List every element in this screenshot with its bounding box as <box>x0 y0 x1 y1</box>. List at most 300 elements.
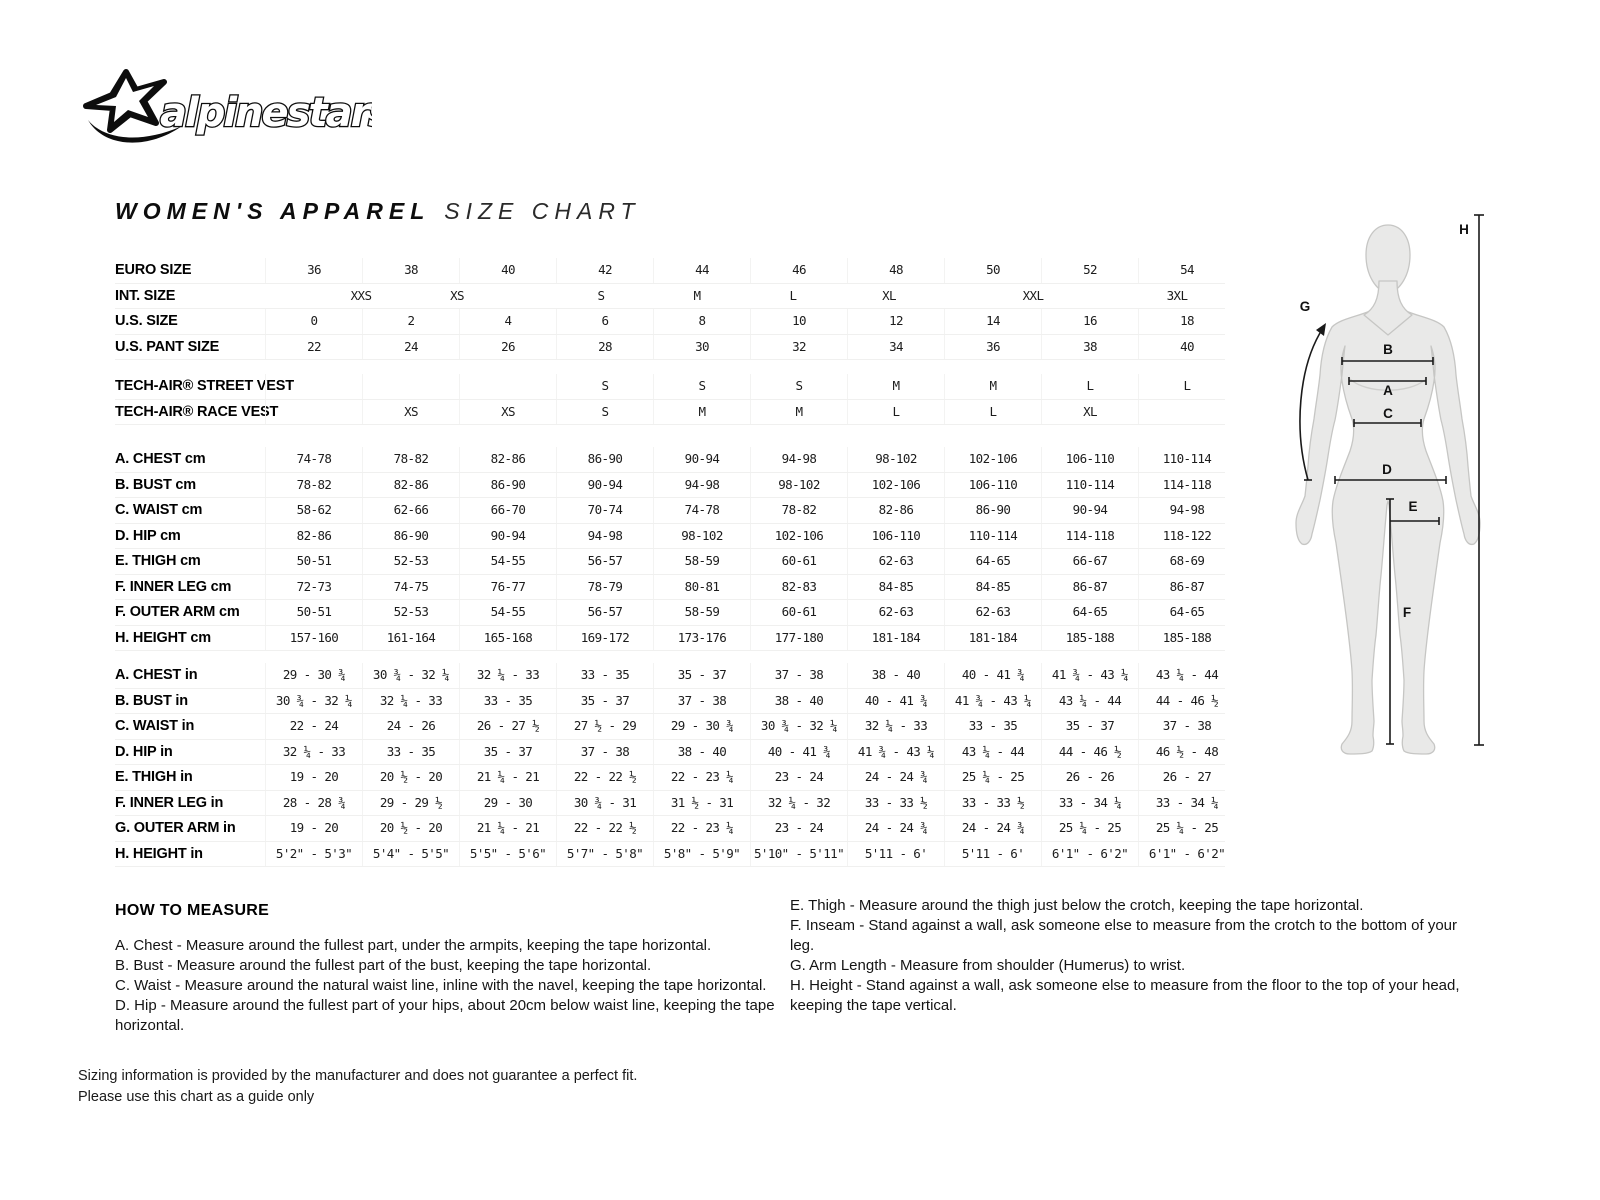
size-cell: 90-94 <box>653 447 750 472</box>
how-to-measure-section <box>115 896 1480 1036</box>
size-cell: 173-176 <box>653 626 750 651</box>
title-sub: SIZE CHART <box>444 198 641 224</box>
size-cell: 22 <box>265 335 362 360</box>
size-cell: 31 ½ - 31 <box>653 791 750 816</box>
size-cell: 181-184 <box>944 626 1041 651</box>
size-cell: 24 - 24 ¾ <box>944 816 1041 841</box>
size-cell: 98-102 <box>847 447 944 472</box>
size-cell: 54-55 <box>459 549 556 574</box>
size-cell: 118-122 <box>1138 524 1235 549</box>
table-row <box>115 498 1225 524</box>
row-label: INT. SIZE <box>115 287 176 304</box>
row-label: F. INNER LEG cm <box>115 578 232 595</box>
size-cell: 185-188 <box>1138 626 1235 651</box>
size-cell: 33 - 35 <box>556 663 653 688</box>
size-cell: 33 - 35 <box>459 689 556 714</box>
size-cell: L <box>1041 374 1138 399</box>
table-row <box>115 740 1225 766</box>
size-cell: 74-78 <box>265 447 362 472</box>
size-cell: 33 - 33 ½ <box>847 791 944 816</box>
size-cell: 52 <box>1041 258 1138 283</box>
size-cell: 110-114 <box>944 524 1041 549</box>
figure-label-height: H <box>1459 222 1469 237</box>
size-cell: 10 <box>750 309 847 334</box>
size-cell: 62-63 <box>847 600 944 625</box>
size-cell: 5'8" - 5'9" <box>653 842 750 867</box>
size-cell: 37 - 38 <box>750 663 847 688</box>
table-section-tech_air <box>115 374 1225 425</box>
size-cell: 5'7" - 5'8" <box>556 842 653 867</box>
measure-instruction: A. Chest - Measure around the fullest part, under the armpits, keeping the tape horizontal. <box>115 937 712 954</box>
table-section-inches <box>115 663 1225 867</box>
size-cell: 28 - 28 ¾ <box>265 791 362 816</box>
table-row <box>115 663 1225 689</box>
size-cell: 29 - 29 ½ <box>362 791 459 816</box>
size-cell: XL <box>882 287 896 303</box>
size-cell: 46 <box>750 258 847 283</box>
size-cell: 18 <box>1138 309 1235 334</box>
size-cell: 33 - 34 ¼ <box>1041 791 1138 816</box>
size-cell: 42 <box>556 258 653 283</box>
table-row <box>115 791 1225 817</box>
size-cell: L <box>1138 374 1235 399</box>
size-cell: 40 <box>459 258 556 283</box>
size-cell: 52-53 <box>362 549 459 574</box>
size-cell: 30 <box>653 335 750 360</box>
size-cell: 22 - 23 ¼ <box>653 765 750 790</box>
size-cell: 24 <box>362 335 459 360</box>
size-cell: 40 - 41 ¾ <box>847 689 944 714</box>
table-row <box>115 284 1225 310</box>
size-cell: 37 - 38 <box>1138 714 1235 739</box>
size-cell <box>362 374 459 399</box>
size-cell: 86-90 <box>362 524 459 549</box>
size-cell: 40 - 41 ¾ <box>944 663 1041 688</box>
size-cell: 64-65 <box>944 549 1041 574</box>
size-cell: 66-70 <box>459 498 556 523</box>
table-row <box>115 842 1225 868</box>
size-cell: S <box>653 374 750 399</box>
table-row <box>115 374 1225 400</box>
size-cell: 38 - 40 <box>847 663 944 688</box>
size-cell: 70-74 <box>556 498 653 523</box>
size-cell: 82-83 <box>750 575 847 600</box>
size-cell: M <box>847 374 944 399</box>
size-cell: 86-87 <box>1138 575 1235 600</box>
size-cell: 32 ¼ - 32 <box>750 791 847 816</box>
size-cell: 29 - 30 <box>459 791 556 816</box>
size-cell: 26 - 26 <box>1041 765 1138 790</box>
measure-instruction: C. Waist - Measure around the natural waist line, inline with the navel, keeping the tape horizontal. <box>115 977 767 994</box>
row-label: G. OUTER ARM in <box>115 820 236 836</box>
size-cell: 32 <box>750 335 847 360</box>
size-cell: 25 ¼ - 25 <box>944 765 1041 790</box>
size-cell: M <box>750 400 847 425</box>
size-cell: XL <box>1041 400 1138 425</box>
size-cell: 86-90 <box>556 447 653 472</box>
row-label: F. INNER LEG in <box>115 794 224 811</box>
size-cell: 58-62 <box>265 498 362 523</box>
row-label: E. THIGH in <box>115 769 193 785</box>
row-label: H. HEIGHT in <box>115 845 203 862</box>
size-cell: 40 <box>1138 335 1235 360</box>
size-cell: 26 - 27 <box>1138 765 1235 790</box>
size-cell: 106-110 <box>944 473 1041 498</box>
size-cell: 5'11 - 6' <box>847 842 944 867</box>
size-cell: 38 - 40 <box>653 740 750 765</box>
figure-label-inseam: F <box>1402 605 1412 620</box>
size-cell: 58-59 <box>653 600 750 625</box>
size-cell: 52-53 <box>362 600 459 625</box>
row-label: C. WAIST in <box>115 718 195 734</box>
size-cell: 62-63 <box>847 549 944 574</box>
table-section-sizes <box>115 258 1225 360</box>
alpinestars-star-icon <box>82 68 372 160</box>
size-cell: 30 ¾ - 32 ¼ <box>362 663 459 688</box>
size-cell: 41 ¾ - 43 ¼ <box>847 740 944 765</box>
size-cell: S <box>556 400 653 425</box>
figure-label-chest: A <box>1383 383 1393 398</box>
size-cell: 60-61 <box>750 549 847 574</box>
size-cell: 8 <box>653 309 750 334</box>
row-label: U.S. PANT SIZE <box>115 338 220 355</box>
size-cell: 29 - 30 ¾ <box>265 663 362 688</box>
how-to-measure-heading: HOW TO MEASURE <box>115 902 270 919</box>
size-cell: 36 <box>265 258 362 283</box>
size-cell: 48 <box>847 258 944 283</box>
size-cell: 24 - 24 ¾ <box>847 816 944 841</box>
size-cell: 72-73 <box>265 575 362 600</box>
size-cell: 110-114 <box>1138 447 1235 472</box>
size-cell: 20 ½ - 20 <box>362 765 459 790</box>
size-cell: 46 ½ - 48 <box>1138 740 1235 765</box>
figure-label-hip: D <box>1382 462 1392 477</box>
size-cell: 38 <box>1041 335 1138 360</box>
size-cell: XS <box>362 400 459 425</box>
table-row <box>115 258 1225 284</box>
table-row <box>115 816 1225 842</box>
table-section-cm <box>115 447 1225 651</box>
size-cell: 86-90 <box>944 498 1041 523</box>
size-cell: 82-86 <box>265 524 362 549</box>
size-cell: S <box>750 374 847 399</box>
size-cell: 44 - 46 ½ <box>1041 740 1138 765</box>
disclaimer-line-1: Sizing information is provided by the manufacturer and does not guarantee a perfect fit. <box>78 1068 638 1084</box>
size-cell: S <box>597 287 605 303</box>
size-cell: 78-82 <box>362 447 459 472</box>
size-cell <box>265 400 362 425</box>
size-cell: 22 - 23 ¼ <box>653 816 750 841</box>
size-cell: 5'10" - 5'11" <box>750 842 847 867</box>
size-cell: 157-160 <box>265 626 362 651</box>
row-label: A. CHEST cm <box>115 451 206 467</box>
row-label: D. HIP in <box>115 743 173 760</box>
size-cell: 3XL <box>1166 287 1188 303</box>
logo-wordmark: alpinestars <box>160 90 372 136</box>
size-cell: 34 <box>847 335 944 360</box>
size-cell: 25 ¼ - 25 <box>1041 816 1138 841</box>
figure-label-thigh: E <box>1408 499 1418 514</box>
size-cell: 56-57 <box>556 600 653 625</box>
row-label: E. THIGH cm <box>115 553 201 569</box>
size-cell: 32 ¼ - 33 <box>362 689 459 714</box>
table-row <box>115 765 1225 791</box>
size-cell: XXS <box>350 287 372 303</box>
size-cell: XXL <box>1022 287 1044 303</box>
size-cell: 41 ¾ - 43 ¼ <box>944 689 1041 714</box>
size-cell: 98-102 <box>750 473 847 498</box>
figure-label-waist: C <box>1383 406 1393 421</box>
size-cell: 5'11 - 6' <box>944 842 1041 867</box>
table-row <box>115 335 1225 361</box>
size-cell: 44 - 46 ½ <box>1138 689 1235 714</box>
size-cell: 14 <box>944 309 1041 334</box>
size-cell: 40 - 41 ¾ <box>750 740 847 765</box>
row-label: D. HIP cm <box>115 527 181 544</box>
size-cell <box>1138 400 1235 425</box>
size-cell: 38 - 40 <box>750 689 847 714</box>
size-cell: 177-180 <box>750 626 847 651</box>
size-cell: 20 ½ - 20 <box>362 816 459 841</box>
size-cell: 76-77 <box>459 575 556 600</box>
size-cell: 94-98 <box>556 524 653 549</box>
size-cell: 78-79 <box>556 575 653 600</box>
table-row <box>115 600 1225 626</box>
size-cell: 33 - 35 <box>362 740 459 765</box>
size-cell: 6'1" - 6'2" <box>1138 842 1235 867</box>
table-row <box>115 714 1225 740</box>
size-cell: 74-78 <box>653 498 750 523</box>
size-cell: 35 - 37 <box>653 663 750 688</box>
size-cell <box>459 374 556 399</box>
size-cell: M <box>653 400 750 425</box>
size-cell: 114-118 <box>1138 473 1235 498</box>
size-cell: 35 - 37 <box>1041 714 1138 739</box>
size-cell: 37 - 38 <box>653 689 750 714</box>
size-cell: 94-98 <box>750 447 847 472</box>
size-cell: 58-59 <box>653 549 750 574</box>
size-cell: 169-172 <box>556 626 653 651</box>
size-cell: 37 - 38 <box>556 740 653 765</box>
size-cell: 60-61 <box>750 600 847 625</box>
size-cell: 26 <box>459 335 556 360</box>
size-cell: 50-51 <box>265 549 362 574</box>
size-cell: 6'1" - 6'2" <box>1041 842 1138 867</box>
size-cell: 64-65 <box>1041 600 1138 625</box>
row-label: U.S. SIZE <box>115 313 178 329</box>
size-cell: 90-94 <box>459 524 556 549</box>
measure-instruction: H. Height - Stand against a wall, ask someone else to measure from the floor to the top of your head, keeping the tape vertical. <box>790 977 1460 1014</box>
female-silhouette-icon <box>1296 225 1480 754</box>
size-cell: 19 - 20 <box>265 765 362 790</box>
row-label: EURO SIZE <box>115 262 192 278</box>
size-cell: 25 ¼ - 25 <box>1138 816 1235 841</box>
row-label: TECH-AIR® STREET VEST <box>115 378 294 394</box>
table-row <box>115 309 1225 335</box>
size-cell: 114-118 <box>1041 524 1138 549</box>
how-to-measure-right-list <box>790 896 1480 1016</box>
size-cell: 161-164 <box>362 626 459 651</box>
size-cell: 80-81 <box>653 575 750 600</box>
size-cell: 62-66 <box>362 498 459 523</box>
how-to-measure-left-list <box>115 936 790 1036</box>
size-cell: 23 - 24 <box>750 765 847 790</box>
table-row <box>115 473 1225 499</box>
size-cell: M <box>693 287 701 303</box>
size-cell: 26 - 27 ½ <box>459 714 556 739</box>
size-cell: 64-65 <box>1138 600 1235 625</box>
table-row <box>115 524 1225 550</box>
size-cell: 22 - 24 <box>265 714 362 739</box>
size-cell: L <box>944 400 1041 425</box>
size-cell: 22 - 22 ½ <box>556 816 653 841</box>
size-cell: 185-188 <box>1041 626 1138 651</box>
row-label: C. WAIST cm <box>115 502 203 518</box>
size-cell: 50 <box>944 258 1041 283</box>
size-cell: 32 ¼ - 33 <box>847 714 944 739</box>
size-cell: 78-82 <box>750 498 847 523</box>
size-cell: 24 - 24 ¾ <box>847 765 944 790</box>
size-cell: 165-168 <box>459 626 556 651</box>
size-cell: 62-63 <box>944 600 1041 625</box>
page-title <box>115 198 641 225</box>
size-cell: 0 <box>265 309 362 334</box>
size-cell: 50-51 <box>265 600 362 625</box>
measure-instruction: G. Arm Length - Measure from shoulder (Humerus) to wrist. <box>790 957 1186 974</box>
size-cell: 68-69 <box>1138 549 1235 574</box>
size-cell: 82-86 <box>362 473 459 498</box>
size-cell: 23 - 24 <box>750 816 847 841</box>
size-cell: 41 ¾ - 43 ¼ <box>1041 663 1138 688</box>
size-cell: 74-75 <box>362 575 459 600</box>
size-table <box>115 258 1225 867</box>
row-label: H. HEIGHT cm <box>115 629 211 646</box>
size-cell: 36 <box>944 335 1041 360</box>
size-cell: 5'5" - 5'6" <box>459 842 556 867</box>
size-cell: S <box>556 374 653 399</box>
size-cell: 6 <box>556 309 653 334</box>
size-cell: 86-87 <box>1041 575 1138 600</box>
size-cell: 32 ¼ - 33 <box>459 663 556 688</box>
size-cell: 30 ¾ - 32 ¼ <box>750 714 847 739</box>
figure-label-bust: B <box>1383 342 1393 357</box>
row-label: B. BUST cm <box>115 476 196 493</box>
size-cell: 21 ¼ - 21 <box>459 816 556 841</box>
table-row <box>115 626 1225 652</box>
size-cell: 27 ½ - 29 <box>556 714 653 739</box>
table-row <box>115 689 1225 715</box>
disclaimer-line-2: Please use this chart as a guide only <box>78 1089 315 1105</box>
size-cell: 84-85 <box>847 575 944 600</box>
measure-instruction: F. Inseam - Stand against a wall, ask someone else to measure from the crotch to the bottom of your leg. <box>790 917 1457 954</box>
size-cell: 54-55 <box>459 600 556 625</box>
table-row <box>115 447 1225 473</box>
table-row <box>115 549 1225 575</box>
size-cell: 22 - 22 ½ <box>556 765 653 790</box>
size-cell: 12 <box>847 309 944 334</box>
measure-instruction: D. Hip - Measure around the fullest part of your hips, about 20cm below waist line, keeping the tape horizontal. <box>115 997 775 1034</box>
table-row <box>115 400 1225 426</box>
size-cell: 30 ¾ - 32 ¼ <box>265 689 362 714</box>
size-cell: 2 <box>362 309 459 334</box>
size-cell: 86-90 <box>459 473 556 498</box>
size-cell: 102-106 <box>750 524 847 549</box>
measure-instruction: B. Bust - Measure around the fullest part of the bust, keeping the tape horizontal. <box>115 957 652 974</box>
size-cell: 5'4" - 5'5" <box>362 842 459 867</box>
measure-instruction: E. Thigh - Measure around the thigh just below the crotch, keeping the tape horizontal. <box>790 897 1364 914</box>
size-cell: 98-102 <box>653 524 750 549</box>
size-cell: XS <box>459 400 556 425</box>
size-cell: 33 - 33 ½ <box>944 791 1041 816</box>
figure-label-arm: G <box>1299 299 1311 314</box>
size-cell: 181-184 <box>847 626 944 651</box>
size-cell: 90-94 <box>556 473 653 498</box>
size-cell: 84-85 <box>944 575 1041 600</box>
size-cell: 30 ¾ - 31 <box>556 791 653 816</box>
table-row <box>115 575 1225 601</box>
size-cell: 35 - 37 <box>459 740 556 765</box>
size-cell: 106-110 <box>1041 447 1138 472</box>
title-main: WOMEN'S APPAREL <box>115 198 431 224</box>
size-cell: 28 <box>556 335 653 360</box>
how-to-measure-left-column <box>115 896 790 1036</box>
size-cell: 54 <box>1138 258 1235 283</box>
size-cell: 43 ¼ - 44 <box>1138 663 1235 688</box>
size-cell: 82-86 <box>847 498 944 523</box>
size-cell: L <box>789 287 797 303</box>
size-cell: M <box>944 374 1041 399</box>
size-cell: 106-110 <box>847 524 944 549</box>
size-cell: 66-67 <box>1041 549 1138 574</box>
row-label: B. BUST in <box>115 692 188 709</box>
size-cell: 90-94 <box>1041 498 1138 523</box>
size-cell: 94-98 <box>1138 498 1235 523</box>
row-label: TECH-AIR® RACE VEST <box>115 403 279 420</box>
size-cell: 29 - 30 ¾ <box>653 714 750 739</box>
size-cell: 78-82 <box>265 473 362 498</box>
size-cell: 35 - 37 <box>556 689 653 714</box>
size-cell: 4 <box>459 309 556 334</box>
body-measurement-figure <box>1278 203 1490 763</box>
size-cell: XS <box>450 287 464 303</box>
size-cell: 94-98 <box>653 473 750 498</box>
size-cell: 33 - 34 ¼ <box>1138 791 1235 816</box>
row-label: A. CHEST in <box>115 667 198 683</box>
how-to-measure-right-column <box>790 896 1480 1036</box>
size-cell: 19 - 20 <box>265 816 362 841</box>
size-cell: 82-86 <box>459 447 556 472</box>
alpinestars-logo <box>82 68 372 160</box>
size-cell: 56-57 <box>556 549 653 574</box>
arm-arrowhead-icon <box>1316 323 1326 336</box>
size-cell: 110-114 <box>1041 473 1138 498</box>
size-cell: 32 ¼ - 33 <box>265 740 362 765</box>
size-cell: 21 ¼ - 21 <box>459 765 556 790</box>
size-cell: 43 ¼ - 44 <box>944 740 1041 765</box>
size-cell: 102-106 <box>847 473 944 498</box>
size-cell: 102-106 <box>944 447 1041 472</box>
size-cell: 38 <box>362 258 459 283</box>
size-cell <box>265 374 362 399</box>
size-cell: 44 <box>653 258 750 283</box>
size-cell: 5'2" - 5'3" <box>265 842 362 867</box>
size-cell: 43 ¼ - 44 <box>1041 689 1138 714</box>
size-cell: 33 - 35 <box>944 714 1041 739</box>
size-cell: 24 - 26 <box>362 714 459 739</box>
size-cell: 16 <box>1041 309 1138 334</box>
disclaimer <box>78 1066 637 1108</box>
row-label: F. OUTER ARM cm <box>115 604 240 620</box>
